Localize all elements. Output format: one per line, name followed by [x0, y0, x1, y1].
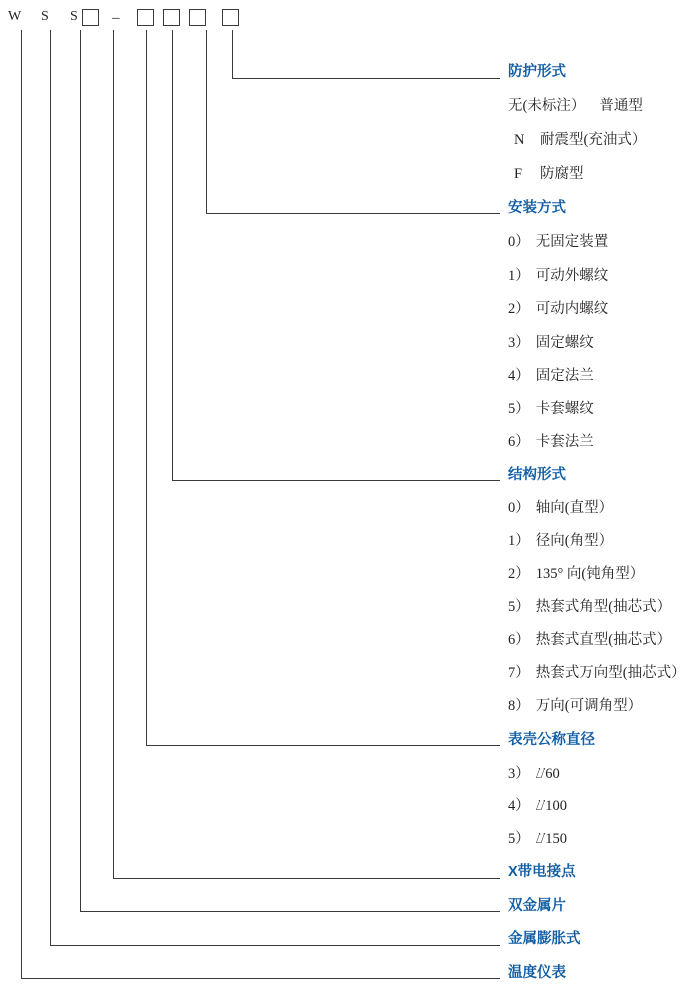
connector-vertical-3 [146, 30, 147, 745]
option-key: 0） [508, 234, 530, 250]
connector-horizontal-5 [80, 911, 500, 912]
option-label: 固定螺纹 [535, 335, 594, 351]
option-label: 可动内螺纹 [535, 301, 609, 317]
connector-vertical-1 [206, 30, 207, 213]
option-key: 2） [508, 566, 530, 582]
option-row [508, 268, 608, 284]
group-title-4: X带电接点 [508, 864, 576, 880]
option-row [508, 98, 643, 114]
option-key: 6） [508, 632, 530, 648]
option-row [508, 831, 567, 847]
option-row [508, 599, 671, 615]
option-label: 热套式角型(抽芯式） [535, 599, 672, 615]
option-key: 3） [508, 766, 530, 782]
option-key: 0） [508, 500, 530, 516]
option-key: 4） [508, 798, 530, 814]
option-row [508, 566, 644, 582]
connector-horizontal-2 [172, 480, 500, 481]
option-key: 2） [508, 301, 530, 317]
option-key: 1） [508, 533, 530, 549]
option-label: ⌰100 [535, 798, 567, 814]
option-key: 6） [508, 434, 530, 450]
option-label: 卡套螺纹 [535, 401, 594, 417]
group-title-6: 金属膨胀式 [508, 931, 581, 947]
connector-vertical-7 [21, 30, 22, 978]
option-label: 热套式直型(抽芯式） [535, 632, 672, 648]
option-label: 135° 向(钝角型） [535, 566, 645, 582]
option-row [508, 401, 594, 417]
option-row [508, 368, 594, 384]
option-key: 5） [508, 599, 530, 615]
option-row [508, 698, 642, 714]
option-key: 8） [508, 698, 530, 714]
option-row [508, 533, 613, 549]
code-char-0: W [8, 9, 22, 24]
option-label: 万向(可调角型） [535, 698, 643, 714]
option-row [508, 665, 686, 681]
group-title-3: 表壳公称直径 [508, 732, 595, 748]
option-row [508, 335, 594, 351]
code-dash: – [112, 10, 120, 26]
option-key: 5） [508, 831, 530, 847]
option-key: 无(未标注） [508, 98, 586, 114]
option-key: 1） [508, 268, 530, 284]
option-label: 耐震型(充油式） [540, 132, 647, 148]
option-row [514, 166, 584, 182]
code-slot-2 [163, 9, 180, 26]
code-slot-3 [189, 9, 206, 26]
option-row [508, 301, 608, 317]
option-key: 3） [508, 335, 530, 351]
option-label: 无固定装置 [535, 234, 609, 250]
option-key: N [514, 132, 525, 148]
option-label: 普通型 [599, 98, 643, 114]
option-label: 径向(角型） [535, 533, 614, 549]
group-title-2: 结构形式 [508, 467, 566, 483]
option-row [508, 500, 613, 516]
option-row [508, 234, 608, 250]
option-key: 7） [508, 665, 530, 681]
connector-horizontal-7 [21, 978, 500, 979]
connector-vertical-0 [232, 30, 233, 78]
connector-vertical-4 [113, 30, 114, 878]
option-label: ⌰150 [535, 831, 567, 847]
group-title-1: 安装方式 [508, 200, 566, 216]
connector-vertical-5 [80, 30, 81, 911]
code-slot-4 [222, 9, 239, 26]
option-key: 5） [508, 401, 530, 417]
option-key: F [514, 166, 523, 182]
option-label: 卡套法兰 [535, 434, 594, 450]
group-title-0: 防护形式 [508, 64, 566, 80]
connector-horizontal-3 [146, 745, 500, 746]
group-title-7: 温度仪表 [508, 965, 566, 981]
option-label: 防腐型 [540, 166, 584, 182]
option-label: 热套式万向型(抽芯式） [535, 665, 686, 681]
option-row [508, 766, 560, 782]
option-row [514, 132, 646, 148]
connector-vertical-2 [172, 30, 173, 480]
option-label: 固定法兰 [535, 368, 594, 384]
connector-vertical-6 [50, 30, 51, 945]
option-row [508, 798, 567, 814]
connector-horizontal-6 [50, 945, 500, 946]
option-row [508, 434, 594, 450]
option-key: 4） [508, 368, 530, 384]
connector-horizontal-0 [232, 78, 500, 79]
option-row [508, 632, 671, 648]
option-label: ⌰60 [535, 766, 560, 782]
code-char-2: S [70, 9, 78, 24]
option-label: 轴向(直型） [535, 500, 614, 516]
connector-horizontal-4 [113, 878, 500, 879]
code-slot-1 [137, 9, 154, 26]
group-title-5: 双金属片 [508, 898, 566, 914]
code-char-1: S [41, 9, 49, 24]
code-slot-0 [82, 9, 99, 26]
connector-horizontal-1 [206, 213, 500, 214]
option-label: 可动外螺纹 [535, 268, 609, 284]
